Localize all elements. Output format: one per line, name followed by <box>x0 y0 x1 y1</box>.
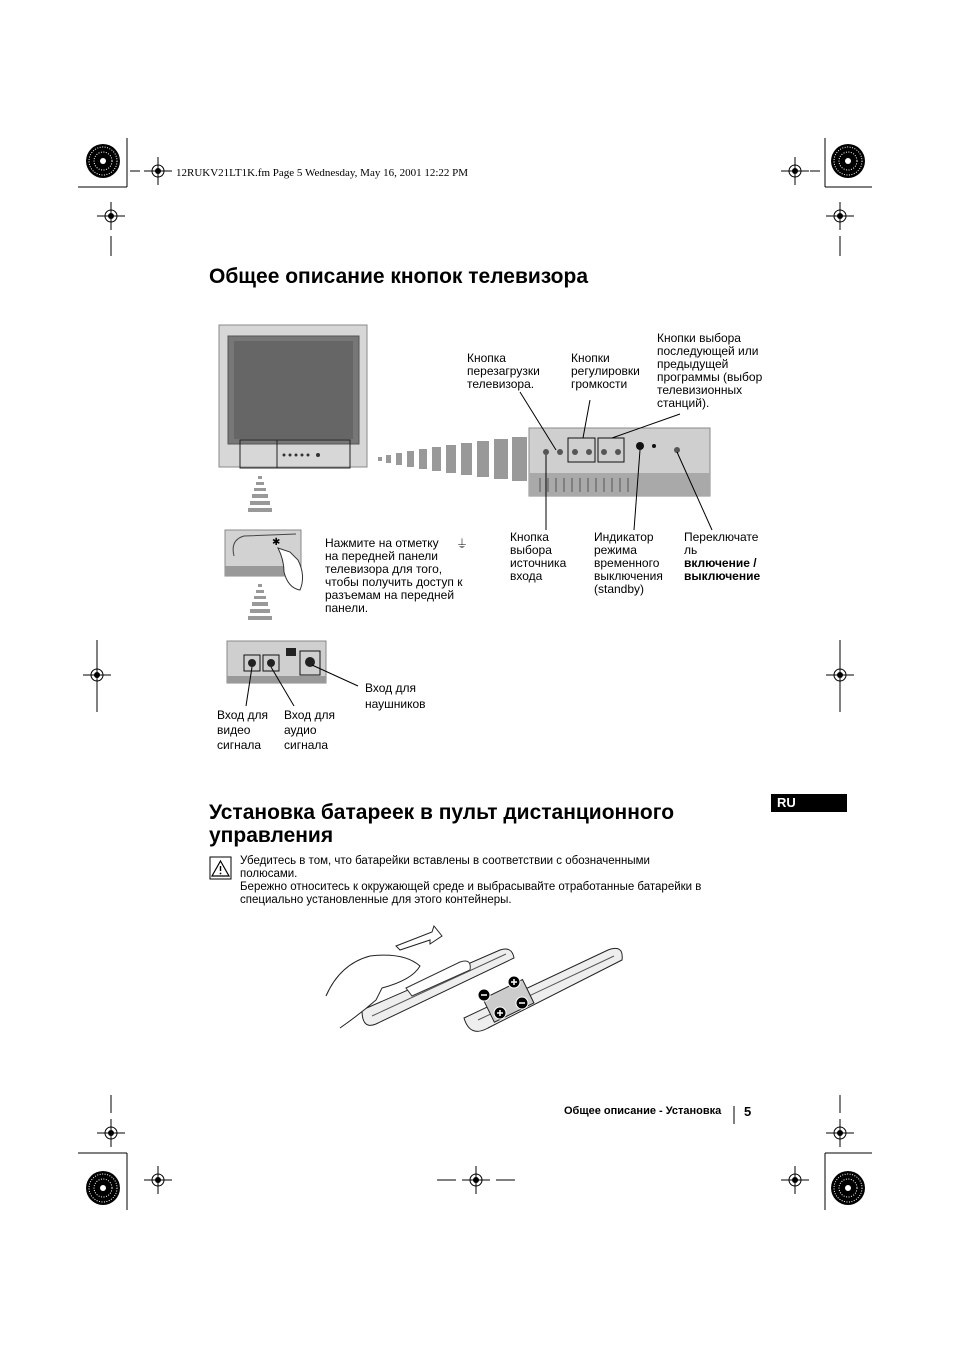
label-audio-input: Вход для аудио сигнала <box>284 708 335 752</box>
warning-text-environment: Бережно относитесь к окружающей среде и выбрасывайте отработанные батарейки в специально установленные для этого контейнеры. <box>240 881 702 906</box>
label-press-mark: Нажмите на отметку на передней панели телевизора для того, чтобы получить доступ к разъемам на передней панели. <box>325 536 463 615</box>
label-volume-buttons: Кнопки регулировки громкости <box>571 351 640 391</box>
file-header: 12RUKV21LT1K.fm Page 5 Wednesday, May 16, 2001 12:22 PM <box>176 167 469 179</box>
language-tab: RU <box>771 794 847 812</box>
svg-text:✱: ✱ <box>272 537 281 548</box>
label-standby-indicator: Индикатор режима временного выключения (standby) <box>594 530 663 596</box>
label-headphones-input: Вход для наушников <box>365 681 426 711</box>
section-title-buttons: Общее описание кнопок телевизора <box>209 265 589 288</box>
page-number: 5 <box>744 1104 752 1119</box>
section-title-batteries: Установка батареек в пульт дистанционного управления <box>209 801 675 847</box>
mark-icon: ⏚ <box>456 537 469 551</box>
warning-text-polarity: Убедитесь в том, что батарейки вставлены в соответствии с обозначенными полюсами. <box>240 855 650 880</box>
label-source-button: Кнопка выбора источника входа <box>510 530 567 583</box>
label-video-input: Вход для видео сигнала <box>217 708 268 752</box>
label-power-switch: Переключате ль включение / выключение <box>684 530 761 583</box>
label-program-buttons: Кнопки выбора последующей или предыдущей программы (выбор телевизионных станций). <box>657 331 763 410</box>
warning-icon <box>210 857 231 879</box>
footer-section-name: Общее описание - Установка <box>564 1105 722 1117</box>
label-reset-button: Кнопка перезагрузки телевизора. <box>467 351 540 391</box>
remote-control-image <box>326 926 622 1031</box>
